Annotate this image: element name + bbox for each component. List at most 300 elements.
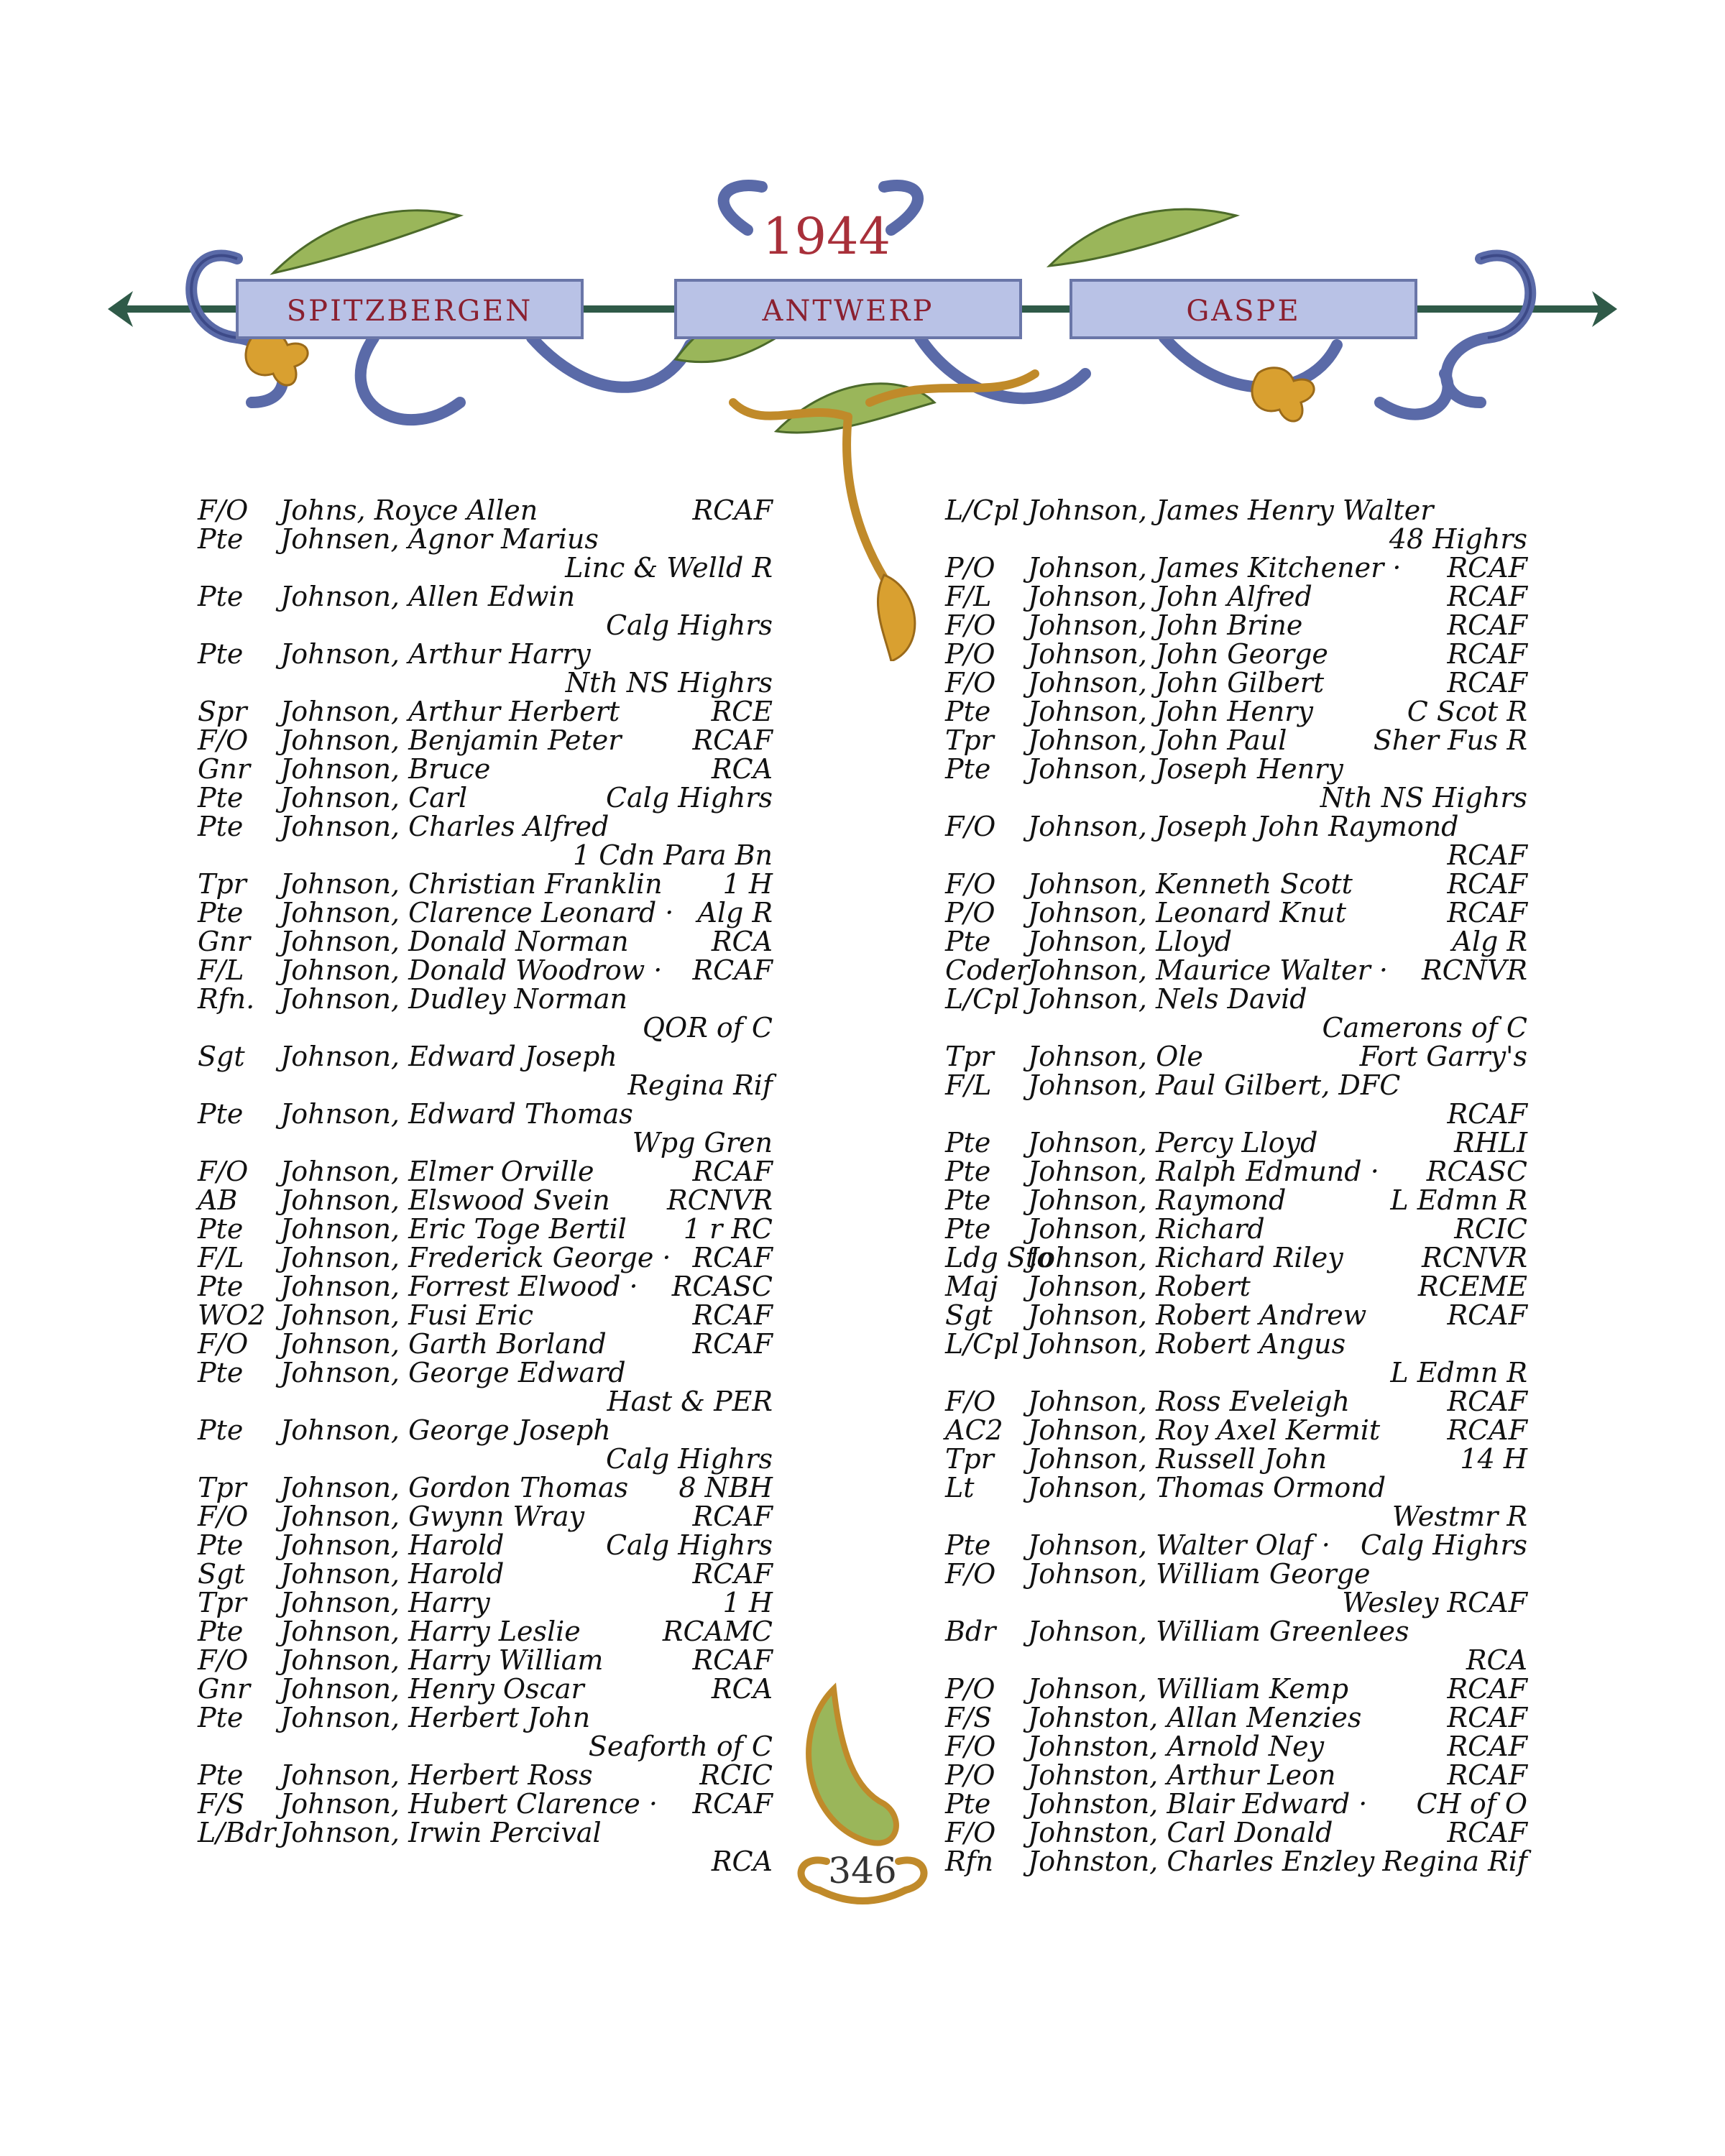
roll-entry [945,1243,1527,1272]
roll-entry [945,1473,1527,1531]
roll-entry [945,898,1527,927]
name: Johnson, Robert [1028,1271,1251,1302]
roll-entry [945,611,1527,640]
rank: F/O [945,609,996,641]
name: Johnson, Harold [280,1558,505,1590]
rank: Pte [945,696,991,727]
roll-entry [945,726,1527,755]
roll-entry [198,1330,773,1358]
name: Johnston, Carl Donald [1028,1817,1333,1848]
unit: RCNVR [1422,954,1527,986]
unit-continued: Camerons of C [1322,1012,1527,1044]
roll-entry [198,1100,773,1157]
roll-entry [945,1617,1527,1674]
unit: RCEME [1417,1271,1527,1302]
roll-entry [945,496,1527,553]
rank: F/S [198,1788,245,1820]
roll-entry [945,640,1527,668]
rank: Tpr [198,868,247,900]
roll-entry [198,640,773,697]
roll-entry [945,1847,1527,1876]
name: Johnsen, Agnor Marius [280,523,599,555]
roll-entry [198,812,773,870]
roll-entry [945,1789,1527,1818]
unit-continued: Hast & PER [607,1386,773,1417]
roll-entry [945,927,1527,956]
rank: Pte [945,1156,991,1187]
rank: Bdr [945,1616,996,1647]
name: Johnson, Elmer Orville [280,1156,594,1187]
unit: RCAF [692,1501,773,1532]
name: Johnson, William George [1028,1558,1371,1590]
name: Johnson, Ole [1028,1041,1203,1072]
name: Johnson, John Paul [1028,724,1287,756]
unit: RCAF [1447,609,1527,641]
roll-entry [945,1416,1527,1445]
roll-entry [198,1042,773,1100]
rank: F/L [198,954,244,986]
name: Johnson, Dudley Norman [280,983,627,1015]
roll-entry [198,496,773,525]
rank: Pte [198,1702,244,1733]
rank: F/O [945,1558,996,1590]
name: Johnson, Henry Oscar [280,1673,584,1705]
roll-entry [945,1387,1527,1416]
unit: 8 NBH [678,1472,773,1503]
roll-entry [945,1215,1527,1243]
banner-spitzbergen: SPITZBERGEN [286,295,533,328]
roll-entry [198,1272,773,1301]
rank: L/Cpl [945,494,1020,526]
name: Johnson, Herbert Ross [280,1759,593,1791]
roll-entry [198,870,773,898]
unit-continued: Westmr R [1392,1501,1527,1532]
unit: RCNVR [667,1184,773,1216]
name: Johns, Royce Allen [280,494,538,526]
unit: RCAF [1447,667,1527,699]
rank: Pte [945,1529,991,1561]
unit: Calg Highrs [605,782,773,814]
unit: RCAF [1447,1299,1527,1331]
rank: F/L [945,581,992,612]
unit: Fort Garry's [1359,1041,1527,1072]
unit-continued: RCAF [1447,1098,1527,1130]
unit-continued: QOR of C [642,1012,773,1044]
roll-entry [945,956,1527,985]
roll-entry [198,1215,773,1243]
rank: Rfn. [198,983,255,1015]
roll-entry [198,1789,773,1818]
unit: RCAF [1447,1731,1527,1762]
year-title: 1944 [762,207,891,266]
rank: Gnr [198,926,250,957]
unit-continued: RCAF [1447,839,1527,871]
name: Johnson, Edward Joseph [280,1041,617,1072]
name: Johnson, Ralph Edmund · [1028,1156,1379,1187]
unit: CH of O [1416,1788,1527,1820]
rank: Pte [198,638,244,670]
name: Johnson, William Greenlees [1028,1616,1409,1647]
roll-entry [198,525,773,582]
unit: RCA [711,926,773,957]
rank: AC2 [945,1414,1003,1446]
rank: Pte [945,1127,991,1158]
name: Johnson, Richard [1028,1213,1265,1245]
unit: RCA [711,1673,773,1705]
rank: WO2 [198,1299,266,1331]
roll-entry [198,1502,773,1531]
rank: Pte [198,1529,244,1561]
name: Johnson, Thomas Ormond [1028,1472,1386,1503]
rank: Pte [945,1788,991,1820]
unit: RCAF [1447,1673,1527,1705]
name: Johnson, John Henry [1028,696,1313,727]
name: Johnson, Paul Gilbert, DFC [1028,1069,1401,1101]
name: Johnson, Arthur Harry [280,638,591,670]
roll-entry [198,1703,773,1761]
unit: RCAF [692,954,773,986]
rank: L/Cpl [945,983,1020,1015]
roll-entry [198,1473,773,1502]
rank: Spr [198,696,247,727]
name: Johnson, Harold [280,1529,505,1561]
unit: RCASC [671,1271,773,1302]
name: Johnson, Edward Thomas [280,1098,633,1130]
roll-entry [945,1071,1527,1128]
roll-entry [945,668,1527,697]
roll-entry [198,755,773,783]
name: Johnson, Harry [280,1587,490,1618]
rank: F/O [198,1156,249,1187]
name: Johnson, Harry William [280,1644,604,1676]
rank: Pte [198,782,244,814]
unit-continued: 48 Highrs [1389,523,1527,555]
unit: C Scot R [1407,696,1527,727]
rank: Tpr [945,1041,994,1072]
name: Johnston, Allan Menzies [1028,1702,1362,1733]
rank: P/O [945,1673,995,1705]
unit-continued: RCA [1466,1644,1527,1676]
roll-entry [198,985,773,1042]
roll-entry [198,1560,773,1588]
unit: RCAF [1447,1817,1527,1848]
unit-continued: Regina Rif [627,1069,773,1101]
unit-continued: Nth NS Highrs [1320,782,1527,814]
roll-entry [945,1042,1527,1071]
rank: L/Bdr [198,1817,276,1848]
roll-entry [198,1761,773,1789]
roll-entry [198,1416,773,1473]
name: Johnson, Forrest Elwood · [280,1271,638,1302]
name: Johnson, Roy Axel Kermit [1028,1414,1381,1446]
unit: RCASC [1426,1156,1527,1187]
unit: RCAF [692,1558,773,1590]
rank: Pte [945,926,991,957]
unit-continued: Seaforth of C [588,1731,773,1762]
unit: Alg R [1452,926,1527,957]
rank: Sgt [198,1041,245,1072]
unit: RCAF [1447,638,1527,670]
unit: RCAF [1447,552,1527,584]
roll-entry [945,755,1527,812]
roll-entry [945,1818,1527,1847]
roll-entry [945,582,1527,611]
rank: F/S [945,1702,993,1733]
roll-entry [198,1301,773,1330]
rank: F/O [945,667,996,699]
name: Johnson, Benjamin Peter [280,724,622,756]
unit-continued: Calg Highrs [605,1443,773,1475]
unit: Calg Highrs [605,1529,773,1561]
right-column [945,496,1527,1876]
unit: RCAF [692,1156,773,1187]
roll-entry [198,582,773,640]
rank: F/O [945,1817,996,1848]
rank: Gnr [198,1673,250,1705]
rank: F/L [945,1069,992,1101]
rank: F/O [198,1644,249,1676]
name: Johnson, Charles Alfred [280,811,610,842]
unit: RCAF [692,1788,773,1820]
roll-entry [945,1272,1527,1301]
unit: RCAF [1447,581,1527,612]
name: Johnson, Donald Norman [280,926,629,957]
rank: Gnr [198,753,250,785]
roll-entry [945,1703,1527,1732]
name: Johnson, Richard Riley [1028,1242,1343,1273]
unit: RCE [711,696,773,727]
name: Johnson, Garth Borland [280,1328,607,1360]
name: Johnson, Robert Andrew [1028,1299,1367,1331]
roll-entry [945,1674,1527,1703]
roll-entry [198,726,773,755]
roll-entry [945,870,1527,898]
unit-continued: Nth NS Highrs [565,667,773,699]
page-number: 346 [828,1850,897,1892]
unit-continued: Calg Highrs [605,609,773,641]
rank: Coder [945,954,1029,986]
rank: Pte [945,753,991,785]
rank: Pte [198,581,244,612]
roll-entry [198,1617,773,1646]
rank: Pte [198,1414,244,1446]
unit: RCAF [692,1328,773,1360]
roll-entry [945,1157,1527,1186]
name: Johnson, Carl [280,782,468,814]
name: Johnson, Percy Lloyd [1028,1127,1318,1158]
name: Johnson, George Joseph [280,1414,611,1446]
rank: Tpr [198,1472,247,1503]
unit: RCAF [1447,1414,1527,1446]
roll-entry [198,1646,773,1674]
name: Johnson, Raymond [1028,1184,1287,1216]
name: Johnson, Herbert John [280,1702,591,1733]
rank: F/O [198,724,249,756]
rank: F/O [945,868,996,900]
name: Johnson, William Kemp [1028,1673,1349,1705]
rank: Pte [198,1357,244,1388]
roll-entry [198,1358,773,1416]
unit: L Edmn R [1390,1184,1527,1216]
name: Johnson, Donald Woodrow · [280,954,663,986]
unit: RCAF [1447,897,1527,929]
unit: RCAF [692,1242,773,1273]
name: Johnson, John George [1028,638,1328,670]
rank: Pte [198,811,244,842]
roll-entry [198,783,773,812]
rank: F/O [198,1328,249,1360]
unit: RCAF [692,1299,773,1331]
roll-entry [198,1157,773,1186]
rank: F/O [945,1731,996,1762]
unit-continued: RCA [711,1846,773,1877]
name: Johnson, Fusi Eric [280,1299,533,1331]
name: Johnston, Arthur Leon [1028,1759,1336,1791]
name: Johnson, Hubert Clarence · [280,1788,658,1820]
name: Johnson, Frederick George · [280,1242,671,1273]
rank: Sgt [945,1299,993,1331]
unit: RCAF [1447,1759,1527,1791]
unit: RCAF [1447,1386,1527,1417]
roll-entry [198,1243,773,1272]
roll-entry [945,1186,1527,1215]
name: Johnson, John Alfred [1028,581,1312,612]
name: Johnston, Arnold Ney [1028,1731,1325,1762]
rank: P/O [945,552,995,584]
name: Johnson, Walter Olaf · [1028,1529,1330,1561]
roll-entry [945,985,1527,1042]
left-column [198,496,773,1876]
roll-entry [945,1445,1527,1473]
rank: Pte [945,1184,991,1216]
name: Johnson, Gordon Thomas [280,1472,629,1503]
roll-entry [945,1531,1527,1560]
name: Johnson, Harry Leslie [280,1616,581,1647]
unit-continued: Linc & Welld R [565,552,773,584]
unit: 1 r RC [683,1213,773,1245]
unit: RCAF [692,494,773,526]
name: Johnson, John Gilbert [1028,667,1325,699]
rank: F/O [198,1501,249,1532]
unit: 1 H [722,1587,773,1618]
banner-antwerp: ANTWERP [762,295,934,328]
rank: P/O [945,897,995,929]
roll-entry [945,1128,1527,1157]
unit-continued: Wpg Gren [632,1127,773,1158]
rank: Tpr [945,1443,994,1475]
name: Johnson, Russell John [1028,1443,1328,1475]
roll-entry [198,1186,773,1215]
unit: Alg R [697,897,773,929]
roll-entry [198,697,773,726]
name: Johnson, Leonard Knut [1028,897,1346,929]
name: Johnson, Eric Toge Bertil [280,1213,627,1245]
rank: Sgt [198,1558,245,1590]
rank: F/O [945,1386,996,1417]
rank: Pte [198,1271,244,1302]
unit: 1 H [722,868,773,900]
unit: RCAF [1447,1702,1527,1733]
rank: Pte [198,1616,244,1647]
roll-entry [198,1674,773,1703]
unit: RCAF [1447,868,1527,900]
unit: RCIC [699,1759,773,1791]
rank: Maj [945,1271,998,1302]
unit: RCAF [692,1644,773,1676]
banner-gaspe: GASPE [1186,295,1301,328]
roll-entry [198,927,773,956]
name: Johnson, James Kitchener · [1028,552,1402,584]
rank: P/O [945,1759,995,1791]
rank: F/O [198,494,249,526]
unit-continued: L Edmn R [1390,1357,1527,1388]
name: Johnson, Lloyd [1028,926,1233,957]
roll-entry [945,1761,1527,1789]
roll-entry [198,1818,773,1876]
rank: Lt [945,1472,975,1503]
unit: RHLI [1454,1127,1527,1158]
unit-continued: 1 Cdn Para Bn [572,839,773,871]
name: Johnson, John Brine [1028,609,1303,641]
rank: P/O [945,638,995,670]
rank: Rfn [945,1846,994,1877]
roll-entry [198,1531,773,1560]
roll-entry [945,812,1527,870]
unit: 14 H [1460,1443,1527,1475]
name: Johnson, Elswood Svein [280,1184,610,1216]
name: Johnson, Irwin Percival [280,1817,602,1848]
name: Johnson, Kenneth Scott [1028,868,1353,900]
unit: Calg Highrs [1360,1529,1527,1561]
name: Johnston, Charles Enzley · [1028,1846,1392,1877]
rank: Tpr [945,724,994,756]
roll-entry [945,1560,1527,1617]
unit: RCIC [1454,1213,1527,1245]
rank: F/O [945,811,996,842]
rank: Pte [198,1759,244,1791]
roll-entry [198,1588,773,1617]
name: Johnson, Allen Edwin [280,581,576,612]
unit: Sher Fus R [1373,724,1527,756]
unit: Regina Rif [1382,1846,1527,1877]
name: Johnson, Nels David [1028,983,1307,1015]
unit: RCAF [692,724,773,756]
roll-entry [198,898,773,927]
unit: RCAMC [662,1616,773,1647]
name: Johnson, Ross Eveleigh [1028,1386,1350,1417]
rank: Pte [198,897,244,929]
rank: Pte [945,1213,991,1245]
name: Johnson, Christian Franklin [280,868,663,900]
roll-entry [198,956,773,985]
rank: Pte [198,1098,244,1130]
roll-entry [945,553,1527,582]
name: Johnson, James Henry Walter [1028,494,1434,526]
rank: AB [198,1184,238,1216]
name: Johnson, Joseph John Raymond [1028,811,1459,842]
name: Johnson, Arthur Herbert [280,696,620,727]
rank: Pte [198,1213,244,1245]
name: Johnson, Robert Angus [1028,1328,1346,1360]
roll-entry [945,697,1527,726]
name: Johnson, Maurice Walter · [1028,954,1388,986]
roll-entry [945,1330,1527,1387]
name: Johnston, Blair Edward · [1028,1788,1368,1820]
roll-entry [945,1732,1527,1761]
rank: F/L [198,1242,244,1273]
rank: Ldg Sto [945,1242,1054,1273]
unit: RCNVR [1422,1242,1527,1273]
